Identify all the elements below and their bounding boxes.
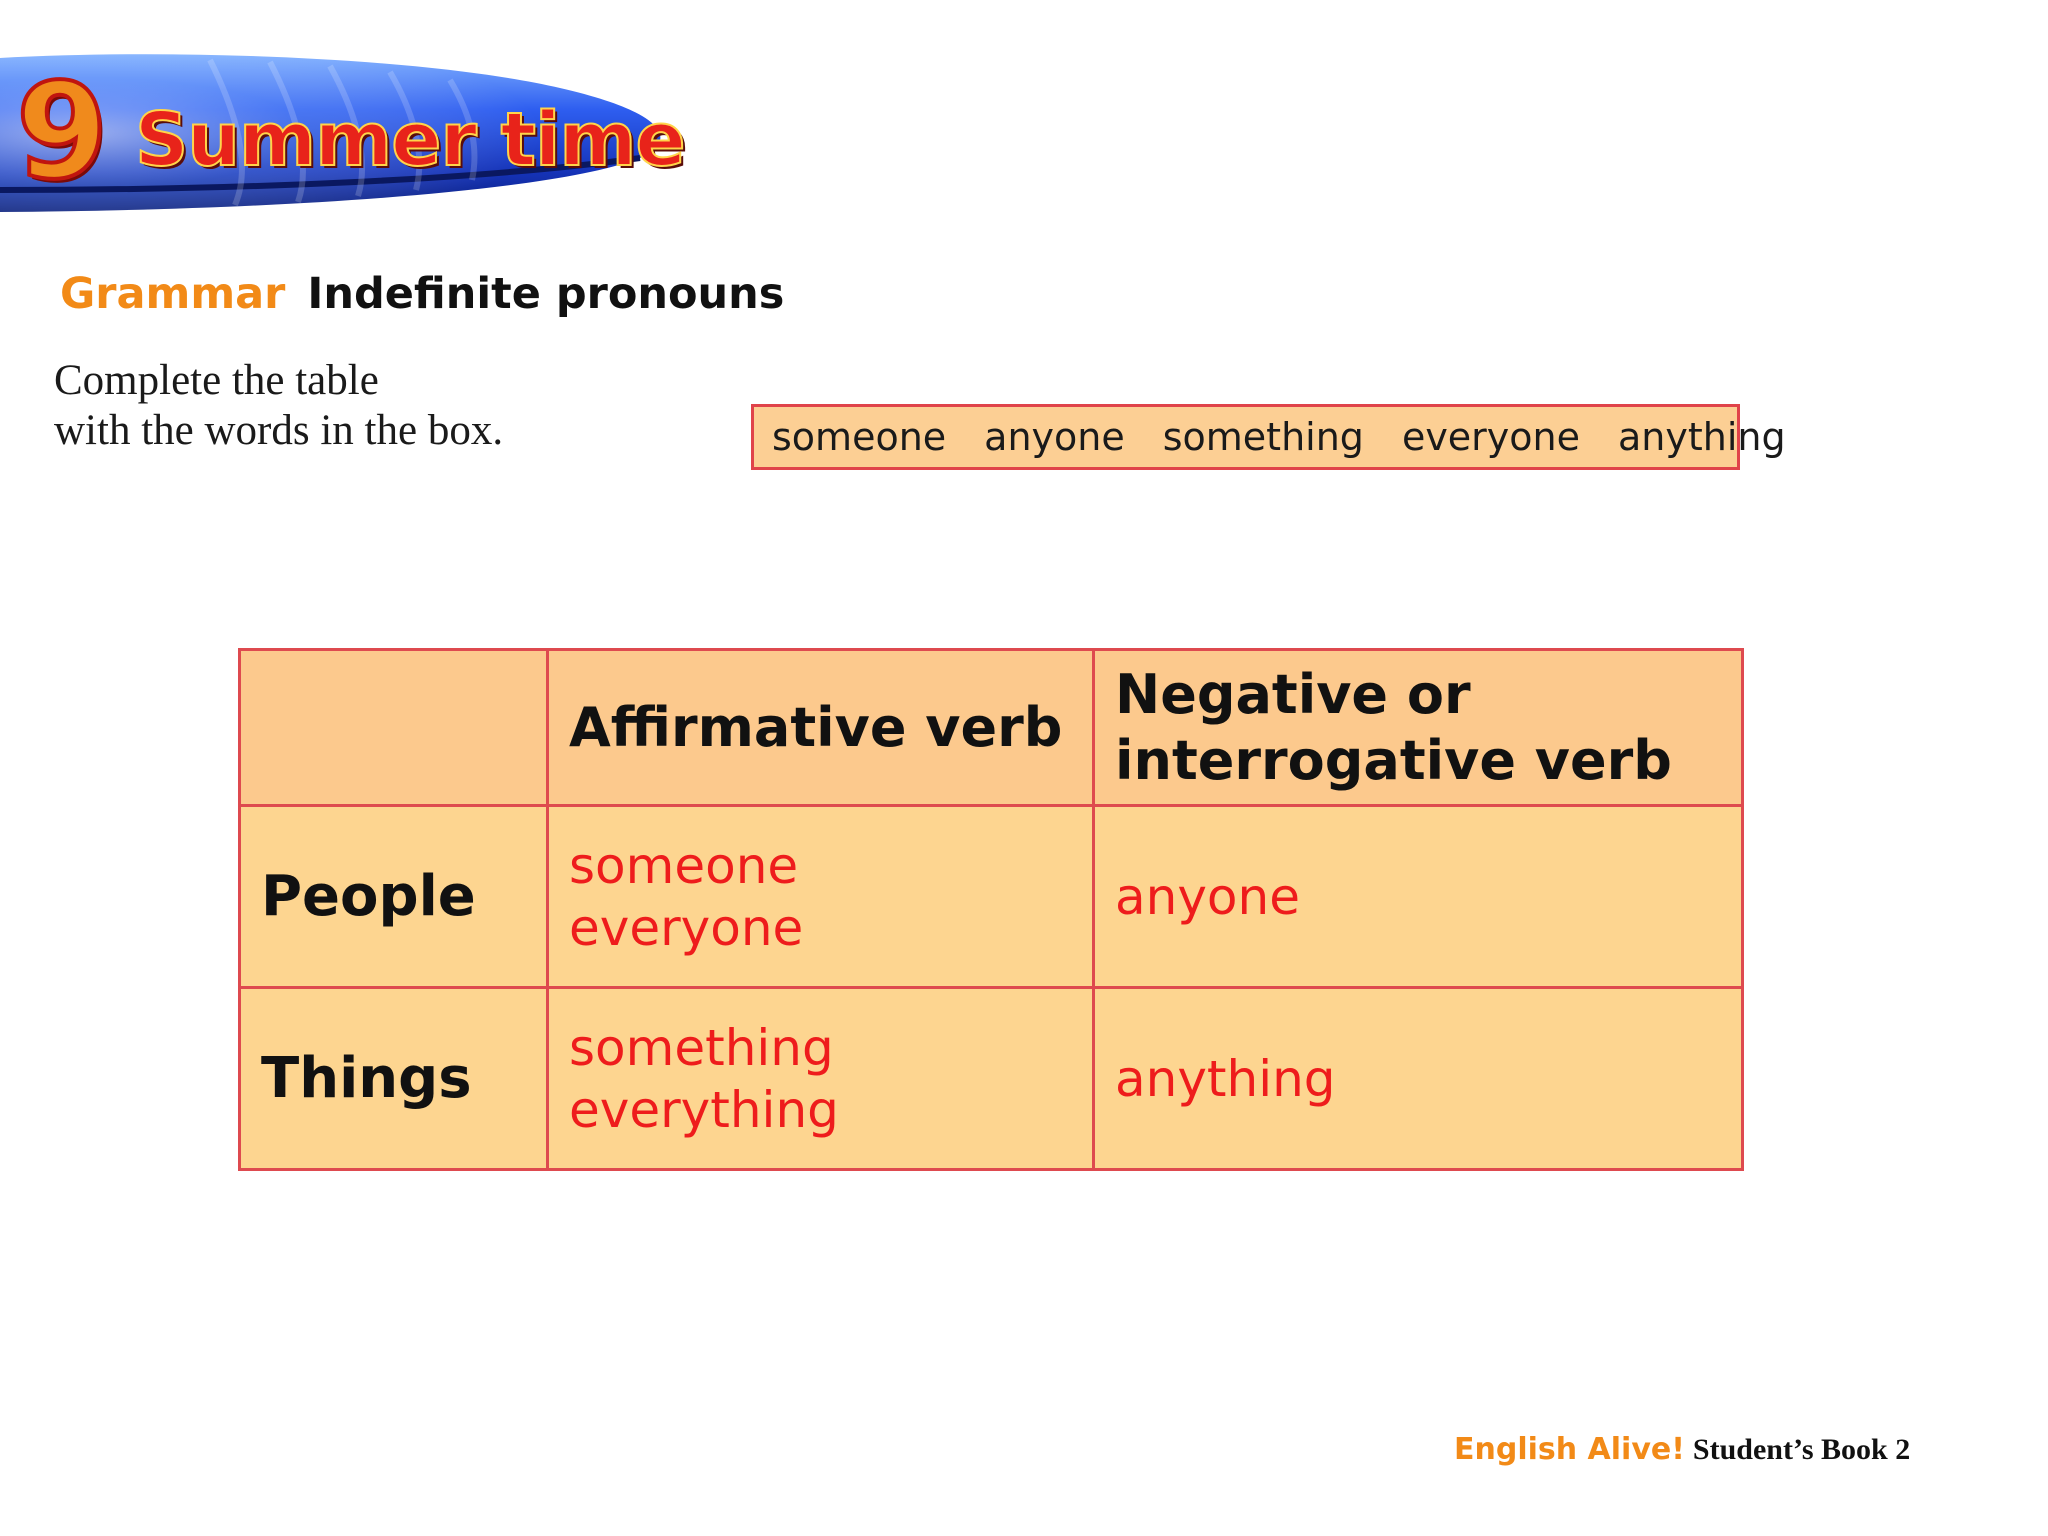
row-label: Things [261, 1046, 472, 1111]
section-heading [60, 266, 784, 322]
section-label: Grammar [60, 269, 286, 319]
word-box-item: anyone [984, 415, 1125, 459]
answer-text: anything [1115, 1049, 1336, 1108]
answer-text: everything [569, 1080, 839, 1139]
row-label-cell [240, 988, 548, 1170]
instruction-line-2: with the words in the box. [54, 407, 504, 454]
word-box-item: something [1162, 415, 1364, 459]
instruction-line-1: Complete the table [54, 357, 379, 404]
word-box-item: someone [772, 415, 947, 459]
table-row [240, 806, 1743, 988]
row-label-cell [240, 806, 548, 988]
footer-book: Student’s Book 2 [1692, 1433, 1911, 1466]
header-negative-line-2: interrogative verb [1115, 728, 1672, 792]
pronoun-table [238, 648, 1744, 1171]
affirmative-cell [548, 806, 1094, 988]
table-header-empty [240, 650, 548, 806]
unit-number: 9 [16, 55, 108, 209]
negative-cell [1094, 988, 1743, 1170]
affirmative-cell [548, 988, 1094, 1170]
footer-brand: English Alive! [1454, 1432, 1685, 1467]
word-box-item: everyone [1401, 415, 1581, 459]
negative-cell [1094, 806, 1743, 988]
word-box [751, 404, 1786, 470]
table-header-negative [1094, 650, 1743, 806]
answer-text: everyone [569, 898, 804, 957]
row-label: People [261, 864, 476, 929]
section-topic: Indefinite pronouns [307, 269, 785, 319]
page-footer [1454, 1430, 1910, 1470]
unit-title: Summer time [135, 97, 685, 183]
answer-text: something [569, 1018, 834, 1077]
header-negative-line-1: Negative or [1115, 662, 1471, 726]
exercise-instruction [54, 356, 503, 456]
answer-text: anyone [1115, 867, 1300, 926]
unit-banner [0, 40, 685, 220]
answer-text: someone [569, 836, 799, 895]
word-box-item: anything [1618, 415, 1786, 459]
table-row [240, 988, 1743, 1170]
table-header-affirmative: Affirmative verb [548, 650, 1094, 806]
table-header-row [240, 650, 1743, 806]
